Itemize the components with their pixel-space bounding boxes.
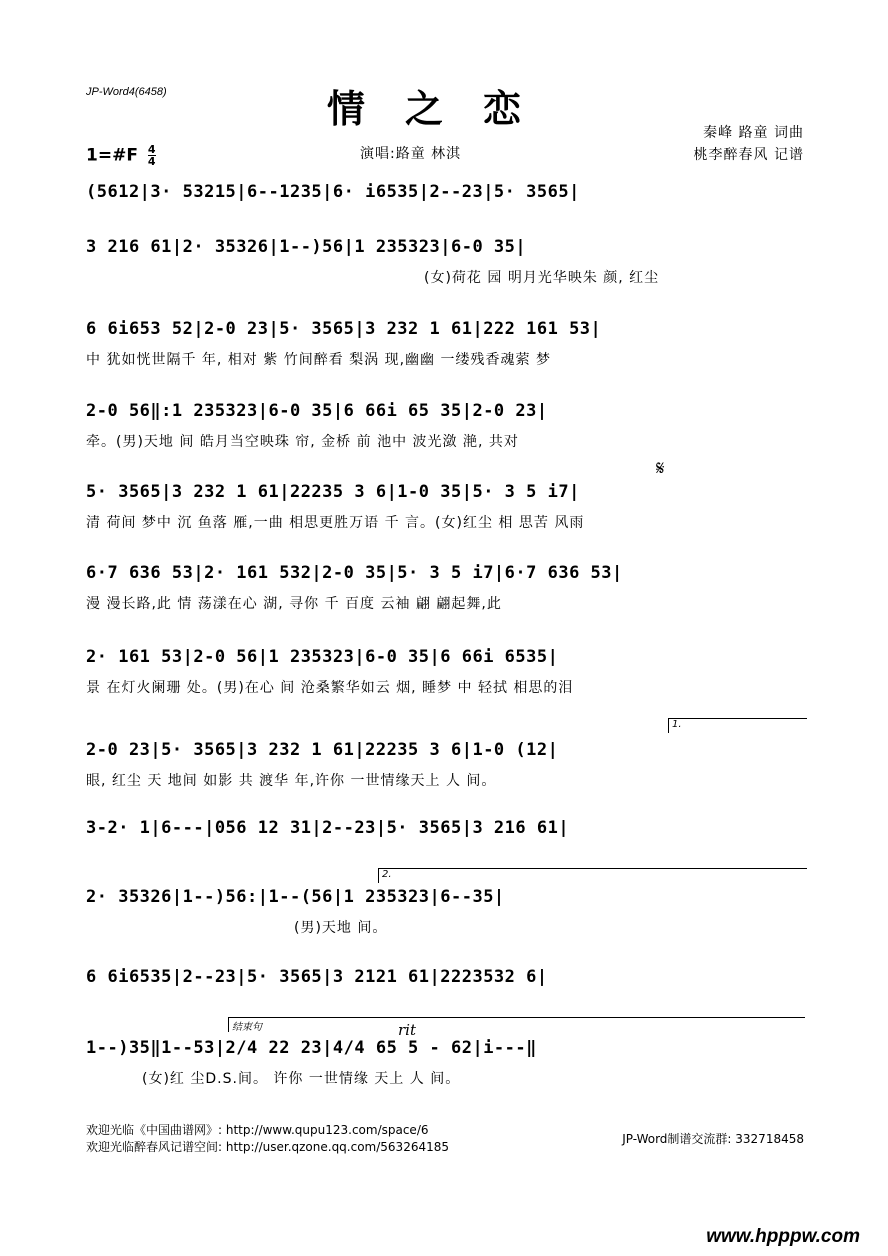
notes: 2-0 23|5· 3565|3 232 1 61|22235 3 6|1-0 (12| <box>86 740 559 760</box>
lyrics: 眼, 红尘 天 地间 如影 共 渡华 年,许你 一世情缘天上 人 间。 <box>86 773 497 789</box>
notes: 5· 3565|3 232 1 61|22235 3 6|1-0 35|5· 3 5 i7| <box>86 482 580 502</box>
notes: 2-0 56‖:1 235323|6-0 35|6 66i 65 35|2-0 23| <box>86 401 548 421</box>
key-signature <box>86 144 156 167</box>
notes: (5612|3· 53215|6--1235|6· i6535|2--23|5· 3565| <box>86 182 580 202</box>
key-text: 1=#F <box>86 145 138 166</box>
ritardando-mark: rit <box>398 1021 416 1039</box>
singer-credit: 演唱:路童 林淇 <box>360 146 462 162</box>
notes: 6 6i6535|2--23|5· 3565|3 2121 61|2223532 6| <box>86 967 548 987</box>
notes: 6 6i653 52|2-0 23|5· 3565|3 232 1 61|222 161 53| <box>86 319 602 339</box>
qq-group-info: JP-Word制谱交流群: 332718458 <box>622 1132 804 1146</box>
time-top: 4 <box>147 143 156 156</box>
source-tag: JP-Word4(6458) <box>86 86 167 98</box>
time-signature <box>148 144 156 167</box>
footer-link-qupu[interactable]: 欢迎光临《中国曲谱网》: http://www.qupu123.com/space/6 <box>86 1123 429 1137</box>
lyrics: (女)红 尘D.S.间。 许你 一世情缘 天上 人 间。 <box>142 1071 461 1087</box>
lyrics: 清 荷间 梦中 沉 鱼落 雁,一曲 相思更胜万语 千 言。(女)红尘 相 思苦 风雨 <box>86 515 585 531</box>
volta-1: 1. <box>668 718 807 733</box>
footer-link-qzone[interactable]: 欢迎光临醉春风记谱空间: http://user.qzone.qq.com/563264185 <box>86 1140 450 1154</box>
lyrics: 中 犹如恍世隔千 年, 相对 紫 竹间醉看 梨涡 现,幽幽 一缕残香魂萦 梦 <box>86 352 551 368</box>
ending-phrase-bracket: 结束句 <box>228 1017 805 1032</box>
segno-icon: 𝄋 <box>656 456 665 480</box>
notes: 1--)35‖1--53|2/4 22 23|4/4 65 5 - 62|i---‖ <box>86 1038 537 1058</box>
transcriber-credit: 桃李醉春风 记谱 <box>693 147 804 163</box>
lyrics: 牵。(男)天地 间 皓月当空映珠 帘, 金桥 前 池中 波光潋 滟, 共对 <box>86 434 519 450</box>
time-bottom: 4 <box>147 155 156 168</box>
notes: 6·7 636 53|2· 161 532|2-0 35|5· 3 5 i7|6·7 636 53| <box>86 563 623 583</box>
volta-2: 2. <box>378 868 807 883</box>
notes: 2· 161 53|2-0 56|1 235323|6-0 35|6 66i 6535| <box>86 647 559 667</box>
lyrics: 景 在灯火阑珊 处。(男)在心 间 沧桑繁华如云 烟, 睡梦 中 轻拭 相思的泪 <box>86 680 574 696</box>
lyrics: 漫 漫长路,此 情 荡漾在心 湖, 寻你 千 百度 云袖 翩 翩起舞,此 <box>86 596 502 612</box>
notes: 3 216 61|2· 35326|1--)56|1 235323|6-0 35| <box>86 237 527 257</box>
notes: 3-2· 1|6---|056 12 31|2--23|5· 3565|3 216 61| <box>86 818 570 838</box>
lyrics: (女)荷花 园 明月光华映朱 颜, 红尘 <box>424 270 660 286</box>
notes: 2· 35326|1--)56:|1--(56|1 235323|6--35| <box>86 887 505 907</box>
site-watermark: www.hpppw.com <box>706 1226 860 1247</box>
song-title: 情之恋 <box>326 87 561 131</box>
composer-credit: 秦峰 路童 词曲 <box>703 125 804 141</box>
lyrics: (男)天地 间。 <box>294 920 388 936</box>
